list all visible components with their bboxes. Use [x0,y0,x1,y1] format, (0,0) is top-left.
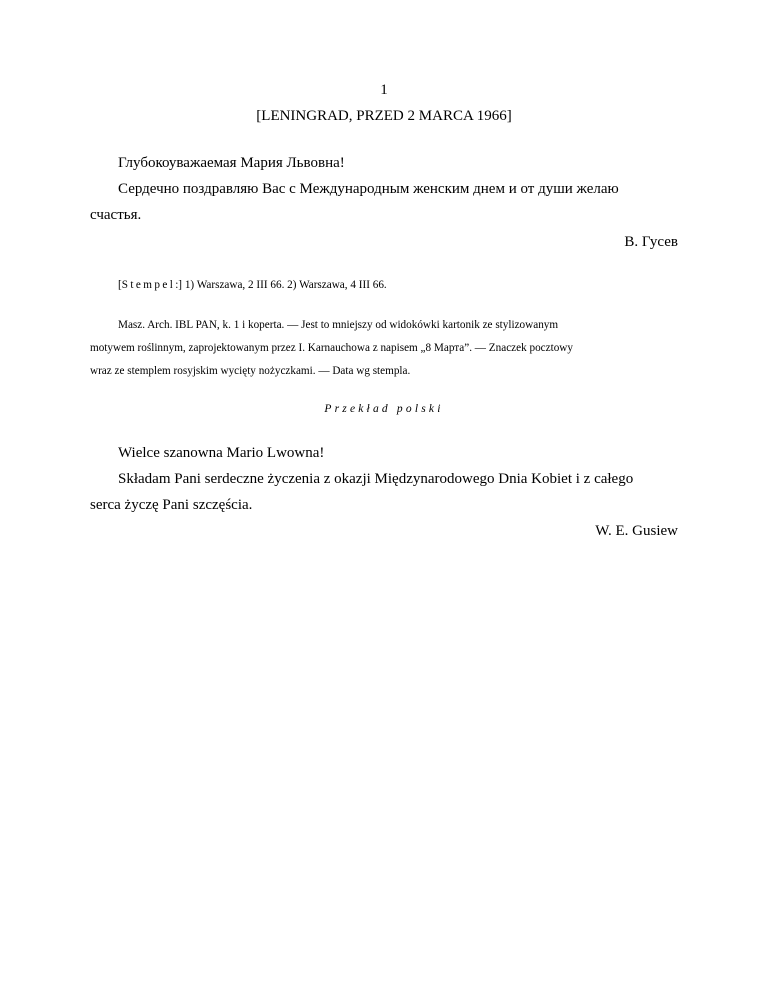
russian-body-line-2: счастья. [90,207,142,223]
stamp-open-bracket: [ [118,279,122,291]
russian-body-line-1: Сердечно поздравляю Вас с Международным женским днем и от души желаю [118,181,619,197]
letter-heading: [LENINGRAD, PRZED 2 MARCA 1966] [256,108,512,124]
polish-body-line-2: serca życzę Pani szczęścia. [90,497,253,513]
polish-salutation: Wielce szanowna Mario Lwowna! [118,445,325,461]
stamp-label: Stempel [121,279,176,291]
russian-signature: В. Гусев [624,234,678,250]
polish-signature: W. E. Gusiew [595,523,678,539]
polish-body-line-1: Składam Pani serdeczne życzenia z okazji Międzynarodowego Dnia Kobiet i z całego [118,471,634,487]
stamp-details: :] 1) Warszawa, 2 III 66. 2) Warszawa, 4 III 66. [175,279,387,291]
source-note-line-1: Masz. Arch. IBL PAN, k. 1 i koperta. — Jest to mniejszy od widokówki kartonik ze stylizowanym [118,319,559,331]
translation-heading: Przekład polski [324,403,444,415]
letter-number: 1 [380,82,388,98]
russian-salutation: Глубокоуважаемая Мария Львовна! [118,155,345,171]
source-note-line-3: wraz ze stemplem rosyjskim wycięty nożyczkami. — Data wg stempla. [90,365,411,377]
stamp-note [118,279,387,291]
source-note-line-2: motywem roślinnym, zaprojektowanym przez I. Karnauchowa z napisem „8 Марта”. — Znaczek pocztowy [90,342,573,354]
